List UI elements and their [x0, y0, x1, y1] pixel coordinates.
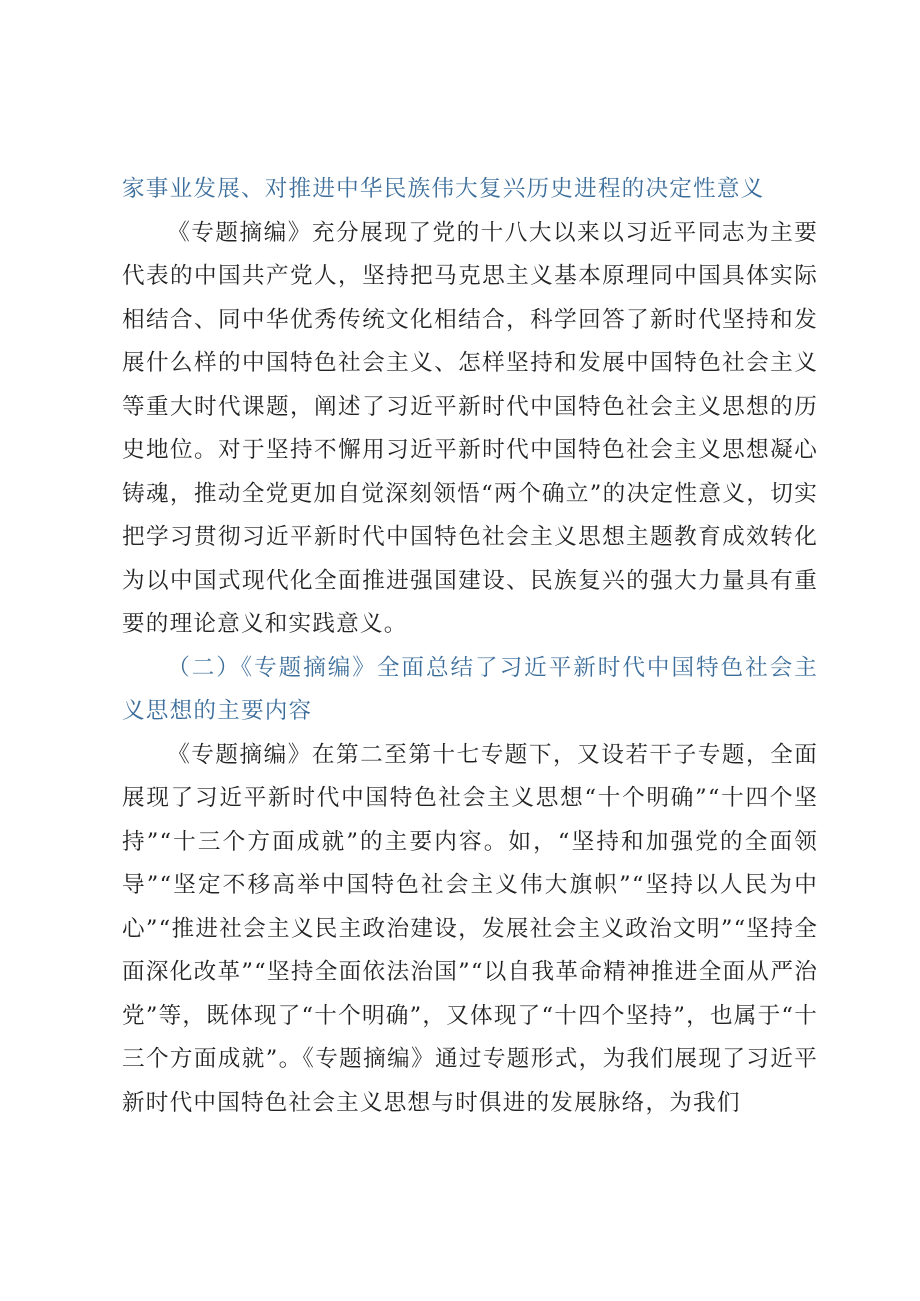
body-paragraph-main-content: 《专题摘编》在第二至第十七专题下，又设若干子专题，全面展现了习近平新时代中国特色社会主义思想“十个明确”“十四个坚持”“十三个方面成就”的主要内容。如，“坚持和加强党的全面领导”“坚定不移高举中国特色社会主义伟大旗帜”“坚持以人民为中心”“推进社会主义民主政治建设，发展社会主义政治文明”“坚持全面深化改革”“坚持全面依法治国”“以自我革命精神推进全面从严治党”等，既体现了“十个明确”，又体现了“十四个坚持”，也属于“十三个方面成就”。《专题摘编》通过专题形式，为我们展现了习近平新时代中国特色社会主义思想与时俱进的发展脉络，为我们 [122, 741, 818, 1116]
section-heading-continuation: 家事业发展、对推进中华民族伟大复兴历史进程的决定性意义 [122, 176, 765, 202]
section-heading-two: （二）《专题摘编》全面总结了习近平新时代中国特色社会主义思想的主要内容 [122, 654, 818, 724]
body-paragraph-significance: 《专题摘编》充分展现了党的十八大以来以习近平同志为主要代表的中国共产党人，坚持把马克思主义基本原理同中国具体实际相结合、同中华优秀传统文化相结合，科学回答了新时代坚持和发展什么样的中国特色社会主义、怎样坚持和发展中国特色社会主义等重大时代课题，阐述了习近平新时代中国特色社会主义思想的历史地位。对于坚持不懈用习近平新时代中国特色社会主义思想凝心铸魂，推动全党更加自觉深刻领悟“两个确立”的决定性意义，切实把学习贯彻习近平新时代中国特色社会主义思想主题教育成效转化为以中国式现代化全面推进强国建设、民族复兴的强大力量具有重要的理论意义和实践意义。 [122, 219, 818, 637]
